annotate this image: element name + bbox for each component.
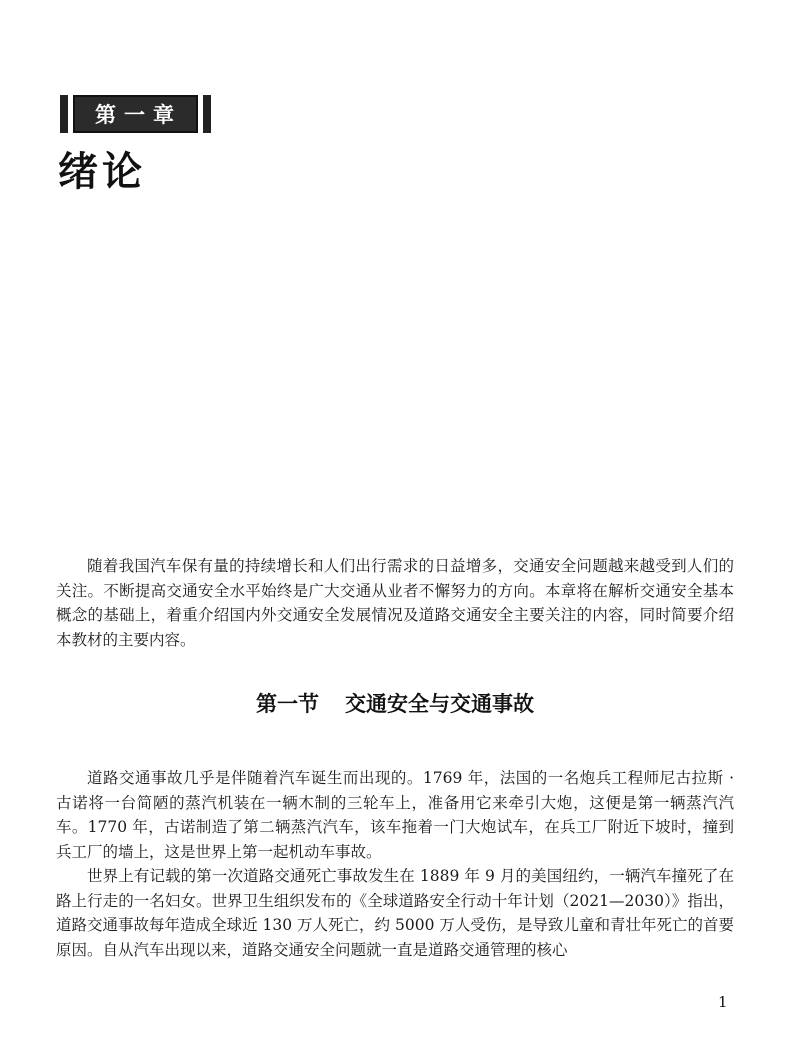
page-number: 1: [718, 993, 728, 1011]
section-title: 交通安全与交通事故: [345, 692, 534, 716]
section-number: 第一节: [256, 692, 319, 716]
chapter-label-right-bar: [203, 95, 211, 133]
body-paragraph: 世界上有记载的第一次道路交通死亡事故发生在 1889 年 9 月的美国纽约，一辆汽车撞死了在路上行走的一名妇女。世界卫生组织发布的《全球道路安全行动十年计划（2021—2030）》指出，道路交通事故每年造成全球近 130 万人死亡，约 5000 万人受伤，是导致儿童和青壮年死亡的首要原因。自从汽车出现以来，道路交通安全问题就一直是道路交通管理的核心: [56, 867, 734, 959]
body-paragraph: 道路交通事故几乎是伴随着汽车诞生而出现的。1769 年，法国的一名炮兵工程师尼古拉斯 · 古诺将一台简陋的蒸汽机装在一辆木制的三轮车上，准备用它来牵引大炮，这便是第一辆蒸汽汽车。1770 年，古诺制造了第二辆蒸汽汽车，该车拖着一门大炮试车，在兵工厂附近下坡时，撞到兵工厂的墙上，这是世界上第一起机动车事故。: [56, 769, 734, 861]
section-body: [56, 766, 734, 962]
chapter-label-left-bar: [60, 95, 68, 133]
chapter-label: 第一章: [73, 95, 198, 133]
section-heading: [0, 688, 790, 718]
chapter-label-box: [60, 95, 211, 133]
intro-paragraph: 随着我国汽车保有量的持续增长和人们出行需求的日益增多，交通安全问题越来越受到人们的关注。不断提高交通安全水平始终是广大交通从业者不懈努力的方向。本章将在解析交通安全基本概念的基础上，着重介绍国内外交通安全发展情况及道路交通安全主要关注的内容，同时简要介绍本教材的主要内容。: [56, 557, 734, 649]
chapter-title: 绪论: [58, 149, 146, 195]
